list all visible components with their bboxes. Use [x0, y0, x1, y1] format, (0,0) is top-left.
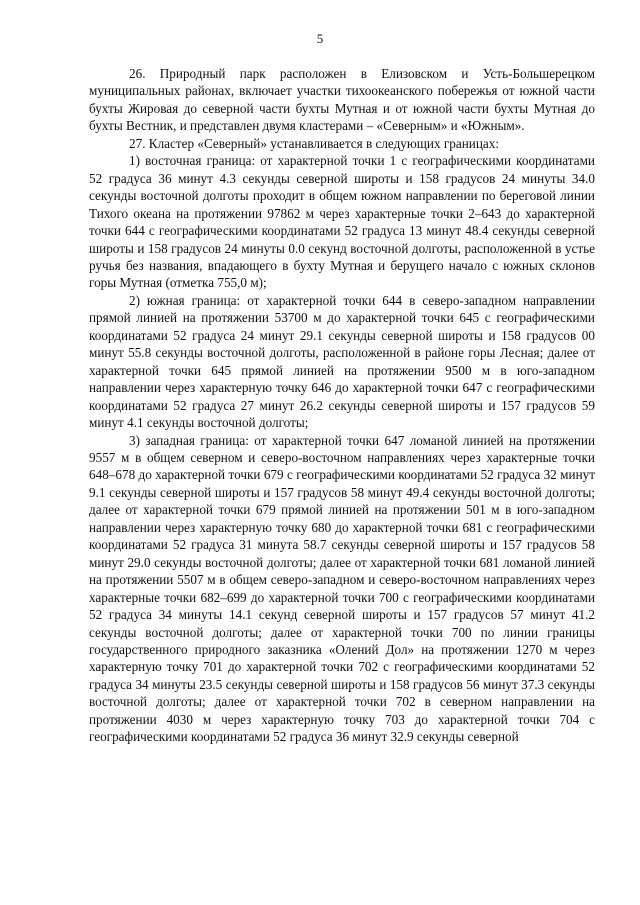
paragraph-west-boundary: 3) западная граница: от характерной точки 647 ломаной линией на протяжении 9557 м в общем северном и северо-восточном направлениях через характерные точки 648–678 до характерной точки 679 с географическими координатами 52 градуса 32 минут 9.1 секунды северной широты и 157 градусов 58 минут 49.4 секунды восточной долготы; далее от характерной точки 679 прямой линией на протяжении 501 м в юго-западном направлении через характерную точку 680 до характерной точки 681 с географическими координатами 52 градуса 31 минута 58.7 секунды северной широты и 157 градусов 58 минут 29.0 секунды восточной долготы; далее от характерной точки 681 ломаной линией на протяжении 5507 м в общем северо-западном и северо-восточном направлениях через характерные точки 682–699 до характерной точки 700 с географическими координатами 52 градуса 34 минуты 14.1 секунд северной широты и 157 градусов 57 минут 41.2 секунды восточной долготы; далее от характерной точки 700 по линии границы государственного природного заказника «Олений Дол» на протяжении 1270 м через характерную точку 701 до характерной точки 702 с географическими координатами 52 градуса 34 минуты 23.5 секунды северной широты и 158 градусов 56 минут 37.3 секунды восточной долготы; далее от характерной точки 702 в северном направлении на протяжении 4030 м через характерную точку 703 до характерной точки 704 с географическими координатами 52 градуса 36 минут 32.9 секунды северной [89, 432, 595, 745]
document-body [89, 65, 595, 746]
paragraph-26-park-location: 26. Природный парк расположен в Елизовском и Усть-Большерецком муниципальных районах, включает участки тихоокеанского побережья от южной части бухты Жировая до северной части бухты Мутная и от южной части бухты Мутная до бухты Вестник, и представлен двумя кластерами – «Северным» и «Южным». [89, 66, 595, 134]
paragraph-south-boundary: 2) южная граница: от характерной точки 644 в северо-западном направлении прямой линией на протяжении 53700 м до характерной точки 645 с географическими координатами 52 градуса 24 минут 29.1 секунды северной широты и 158 градусов 00 минут 55.8 секунды восточной долготы, расположенной в районе горы Лесная; далее от характерной точки 645 прямой линией на протяжении 9500 м в юго-западном направлении через характерную точку 646 до характерной точки 647 с географическими координатами 52 градуса 27 минут 26.2 секунды северной широты и 157 градусов 59 минут 4.1 секунды восточной долготы; [89, 292, 595, 431]
paragraph-27-north-cluster-heading: 27. Кластер «Северный» устанавливается в следующих границах: [129, 135, 499, 151]
paragraph-east-boundary: 1) восточная граница: от характерной точки 1 с географическими координатами 52 градуса 36 минут 4.3 секунды северной широты и 158 градусов 24 минуты 34.0 секунды восточной долготы проходит в общем южном направлении по береговой линии Тихого океана на протяжении 97862 м через характерные точки 2–643 до характерной точки 644 с географическими координатами 52 градуса 13 минут 48.4 секунды северной широты и 158 градусов 24 минуты 0.0 секунд восточной долготы, расположенной в устье ручья без названия, впадающего в бухту Мутная и берущего начало с южных склонов горы Мутная (отметка 755,0 м); [89, 153, 595, 291]
page-number: 5 [316, 31, 324, 46]
